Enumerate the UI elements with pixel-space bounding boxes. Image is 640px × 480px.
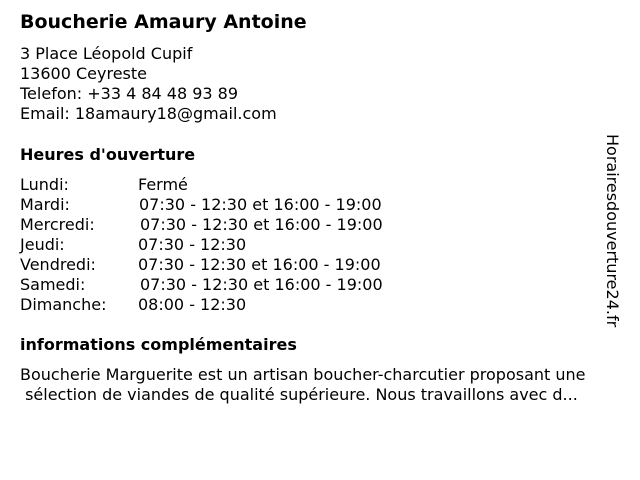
hours-day: Mardi: <box>20 195 70 214</box>
phone-number: Telefon: +33 4 84 48 93 89 <box>20 84 239 103</box>
description-line: Boucherie Marguerite est un artisan boucher-charcutier proposant une <box>20 365 586 384</box>
hours-day: Dimanche: <box>20 295 107 314</box>
hours-time: 08:00 - 12:30 <box>138 295 247 314</box>
hours-time: 07:30 - 12:30 et 16:00 - 19:00 <box>140 215 383 234</box>
business-name: Boucherie Amaury Antoine <box>20 11 307 33</box>
hours-time: Fermé <box>138 175 188 194</box>
business-description <box>20 365 636 405</box>
email-address: Email: 18amaury18@gmail.com <box>20 104 277 123</box>
hours-time: 07:30 - 12:30 et 16:00 - 19:00 <box>140 275 383 294</box>
hours-day: Lundi: <box>20 175 69 194</box>
city-postcode: 13600 Ceyreste <box>20 64 147 83</box>
hours-day: Jeudi: <box>20 235 65 254</box>
description-line: sélection de viandes de qualité supérieure. Nous travaillons avec d... <box>20 385 578 404</box>
hours-time: 07:30 - 12:30 et 16:00 - 19:00 <box>139 195 382 214</box>
street-address: 3 Place Léopold Cupif <box>20 44 193 63</box>
site-watermark: Horairesdouverture24.fr <box>603 134 622 328</box>
hours-day: Samedi: <box>20 275 86 294</box>
hours-day: Vendredi: <box>20 255 96 274</box>
opening-hours-heading: Heures d'ouverture <box>20 145 196 164</box>
additional-info-heading: informations complémentaires <box>20 335 297 354</box>
address-block <box>20 44 277 124</box>
hours-time: 07:30 - 12:30 et 16:00 - 19:00 <box>138 255 381 274</box>
hours-time: 07:30 - 12:30 <box>138 235 247 254</box>
hours-day: Mercredi: <box>20 215 95 234</box>
